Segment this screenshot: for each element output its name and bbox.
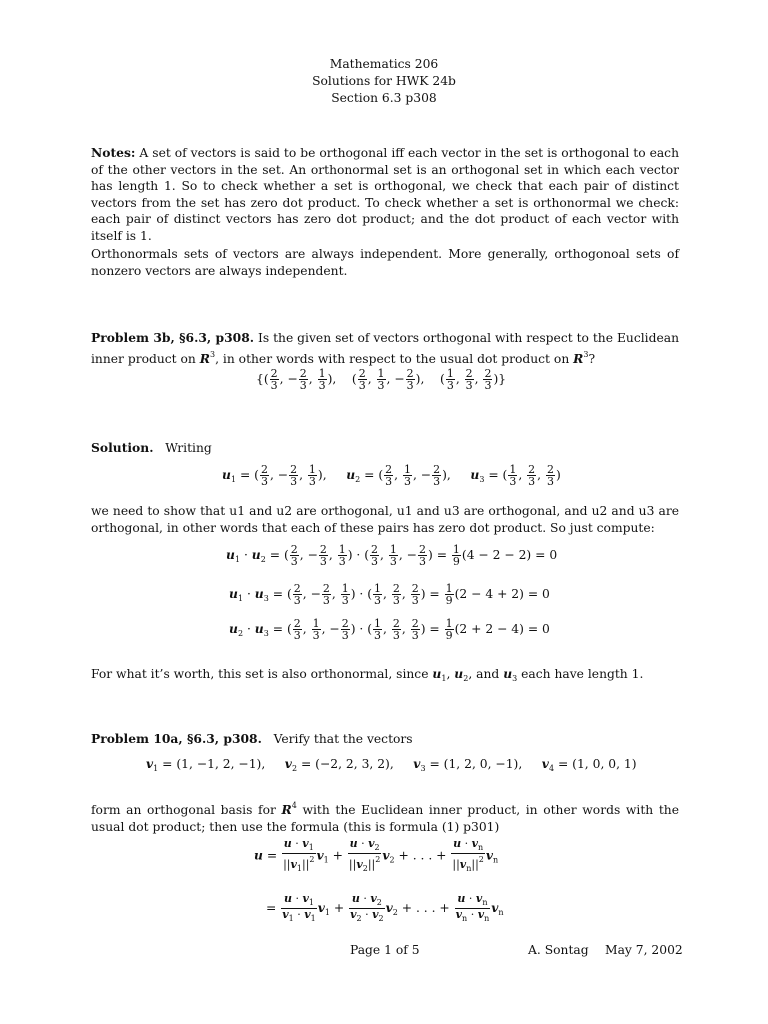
document-title: Solutions for HWK 24b [312, 74, 456, 88]
notes-text: A set of vectors is said to be orthogonal iff each vector in the set is orthogonal to each of the other vectors in the set. An orthonormal set is an orthogonal set in which each vector has length 1. So to check whether a set is orthogonal, we check that each pair of distinct vectors from the set has zero dot product. To check whether a set is orthonormal we check: each pair of distinct vectors has zero dot product; and the dot product of each vector with itself is 1. [91, 146, 679, 243]
solution-label: Solution. [91, 440, 154, 455]
solution-writing: Writing [165, 441, 212, 455]
v3-value: = (1, 2, 0, −1), [429, 757, 523, 771]
r-exponent: 3 [583, 349, 589, 359]
notes-paragraph [91, 145, 679, 244]
question-mark: ? [588, 351, 596, 366]
u-definitions-equation: $u_1$ = ( $\frac{2}{3}$ , − $\frac{2}{3}$ , $\frac{1}{3}$ ), $u_2$ = ( $\frac{2}{3}$ , $\frac{1}{3}$ , − $\frac{2}{3}$ ), $u_3$ = ( $\frac{1}{3}$ , $\frac{2}{3}$ , $\frac{2}{3}$ ) [222, 463, 561, 488]
course-title: Mathematics 206 [329, 57, 439, 71]
problem-10a-intro: Verify that the vectors [273, 732, 413, 746]
dot-product-u1-u2: $u_1 \cdot u_2$ = ( $\frac{2}{3}$ , − $\frac{2}{3}$ , $\frac{1}{3}$ ) · ( $\frac{2}{3}$ , $\frac{1}{3}$ , − $\frac{2}{3}$ ) = $\frac{1}{9}$ (4 − 2 − 2) = 0 [226, 543, 558, 568]
r-symbol: R [281, 802, 292, 817]
r-exponent: 3 [210, 349, 216, 359]
notes-label: Notes: [91, 145, 136, 160]
problem-3b-text-a: Is the given set of vectors orthogonal with respect to the Euclidean inner product on [91, 331, 679, 366]
vector-set-equation: {( $\frac{2}{3}$ , − $\frac{2}{3}$ , $\frac{1}{3}$ ), ( $\frac{2}{3}$ , $\frac{1}{3}$ , − $\frac{2}{3}$ ), ( $\frac{1}{3}$ , $\frac{2}{3}$ , $\frac{2}{3}$ )} [256, 367, 507, 392]
problem-10a-label: Problem 10a, §6.3, p308. [91, 731, 262, 746]
v4-value: = (1, 0, 0, 1) [557, 757, 637, 771]
problem-10a-text-b: with the Euclidean inner product, in other words with the usual dot product; then use the formula (this is formula (1) p301) [91, 803, 679, 834]
r-symbol: R [573, 350, 584, 366]
projection-formula-dot: = $\frac{u \cdot v_1}{v_1 \cdot v_1}$ $v_1$ + $\frac{u \cdot v_2}{v_2 \cdot v_2}$ $v_2$ + . . . + $\frac{u \cdot v_n}{v_n \cdot v_n}$ $v_n$ [266, 892, 504, 923]
problem-10a-text-a: form an orthogonal basis for [91, 803, 276, 817]
author-name: A. Sontag [528, 943, 589, 957]
result-u1-u2: (4 − 2 − 2) = 0 [461, 548, 558, 562]
solution-heading [91, 440, 212, 456]
problem-3b-label: Problem 3b, §6.3, p308. [91, 330, 255, 345]
document-date: May 7, 2002 [605, 943, 683, 957]
problem-10a-statement [91, 798, 679, 835]
result-u1-u3: (2 − 4 + 2) = 0 [454, 587, 550, 601]
remark-text-a: For what it’s worth, this set is also orthonormal, since [91, 667, 429, 681]
problem-3b-text-b: , in other words with respect to the usual dot product on [215, 351, 570, 366]
solution-paragraph: we need to show that u1 and u2 are orthogonal, u1 and u3 are orthogonal, and u2 and u3 are orthogonal, in other words that each of these pairs has zero dot product. So just compute: [91, 504, 679, 535]
remark-text-b: each have length 1. [521, 667, 644, 681]
v2-value: = (−2, 2, 3, 2), [300, 757, 394, 771]
orthonormal-remark: For what it’s worth, this set is also orthonormal, since $u_1$, $u_2$, and $u_3$ each have length 1. [91, 666, 644, 683]
projection-formula-norm: u = $\frac{u \cdot v_1}{||v_1||^2}$ $v_1$ + $\frac{u \cdot v_2}{||v_2||^2}$ $v_2$ + . . . + $\frac{u \cdot v_n}{||v_n||^2}$ $v_n$ [254, 837, 499, 873]
v1-value: = (1, −1, 2, −1), [162, 757, 266, 771]
r4-exponent: 4 [291, 801, 297, 810]
problem-3b-statement [91, 330, 679, 367]
page-number: Page 1 of 5 [350, 943, 420, 957]
problem-10a-heading [91, 731, 413, 747]
section-reference: Section 6.3 p308 [331, 91, 437, 105]
r-symbol: R [199, 350, 210, 366]
result-u2-u3: (2 + 2 − 4) = 0 [454, 622, 550, 636]
v-definitions-equation: $v_1 = (1$, −1, 2, −1), $v_2 = (-2$, 2, 3, 2), $v_3 = (1$, 2, 0, −1), $v_4 = (1$, 0, 0, 1) [146, 756, 637, 773]
dot-product-u2-u3: $u_2 \cdot u_3$ = ( $\frac{2}{3}$ , $\frac{1}{3}$ , − $\frac{2}{3}$ ) · ( $\frac{1}{3}$ , $\frac{2}{3}$ , $\frac{2}{3}$ ) = $\frac{1}{9}$ (2 + 2 − 4) = 0 [229, 617, 550, 642]
independence-paragraph: Orthonormals sets of vectors are always independent. More generally, orthogonoal sets of nonzero vectors are always independent. [91, 247, 679, 278]
dot-product-u1-u3: $u_1 \cdot u_3$ = ( $\frac{2}{3}$ , − $\frac{2}{3}$ , $\frac{1}{3}$ ) · ( $\frac{1}{3}$ , $\frac{2}{3}$ , $\frac{2}{3}$ ) = $\frac{1}{9}$ (2 − 4 + 2) = 0 [229, 582, 550, 607]
